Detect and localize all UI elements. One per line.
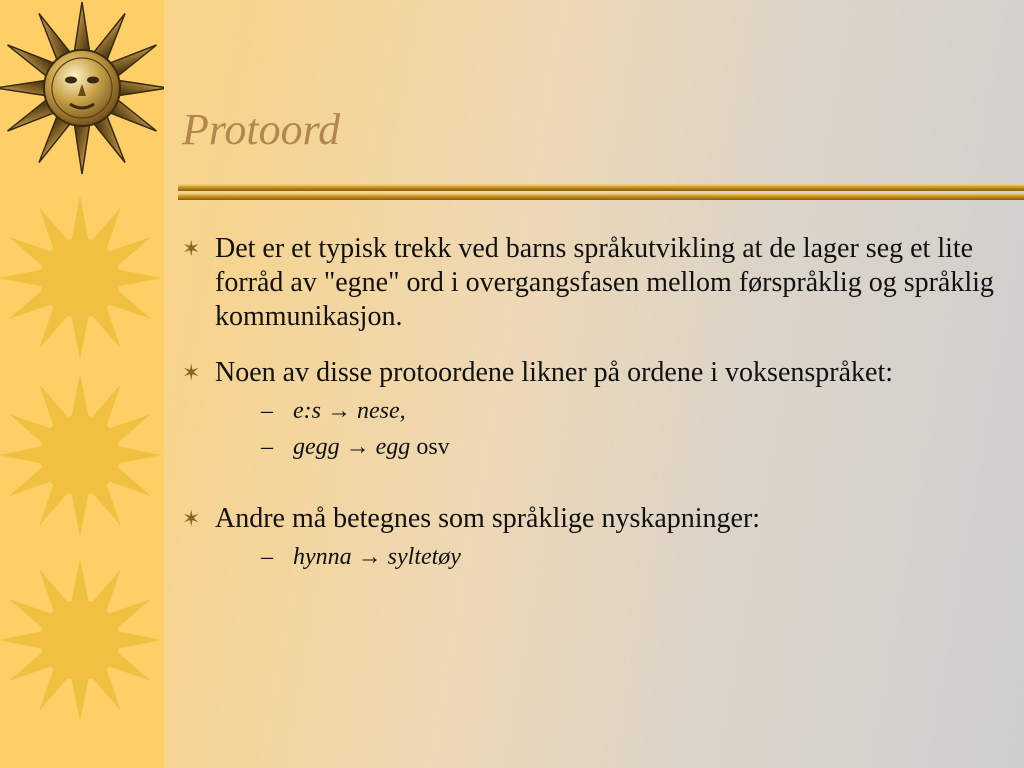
bullet-item [182, 232, 1012, 334]
target-word: syltetøy [387, 544, 461, 570]
proto-word: hynna [293, 544, 352, 570]
sun-decorations [0, 0, 164, 768]
target-word: nese, [356, 398, 406, 424]
slide-body [182, 232, 1012, 594]
bullet-text: Andre må betegnes som språklige nyskapninger: [215, 503, 761, 534]
sun-icon [0, 196, 162, 360]
bullet-text: Noen av disse protoordene likner på ordene i voksenspråket: [215, 357, 894, 388]
title-divider [178, 182, 1024, 202]
star-bullet-icon: ✶ [182, 506, 201, 531]
arrow-icon: → [357, 544, 382, 570]
dash-marker: – [261, 398, 273, 424]
bullet-item [182, 356, 1012, 462]
star-bullet-icon: ✶ [182, 236, 201, 261]
arrow-icon: → [345, 434, 370, 460]
sun-icon [0, 558, 162, 722]
dash-marker: – [261, 434, 273, 460]
dash-marker: – [261, 544, 273, 570]
sun-face-icon [0, 2, 164, 174]
sub-item [215, 542, 1012, 572]
target-word: egg [375, 434, 411, 460]
proto-word: e:s [293, 398, 321, 424]
bullet-text: Det er et typisk trekk ved barns språkutvikling at de lager seg et lite forråd av "egne" ord i overgangsfasen mellom førspråklig og språklig kommunikasjon. [215, 233, 994, 332]
sub-item-tail: osv [416, 434, 450, 460]
sub-item [215, 432, 1012, 462]
bullet-item [182, 502, 1012, 572]
sub-item [215, 396, 1012, 426]
proto-word: gegg [293, 434, 340, 460]
slide-title: Protoord [182, 105, 341, 154]
left-decor-band [0, 0, 164, 768]
star-bullet-icon: ✶ [182, 360, 201, 385]
arrow-icon: → [326, 398, 351, 424]
sun-icon [0, 373, 162, 537]
